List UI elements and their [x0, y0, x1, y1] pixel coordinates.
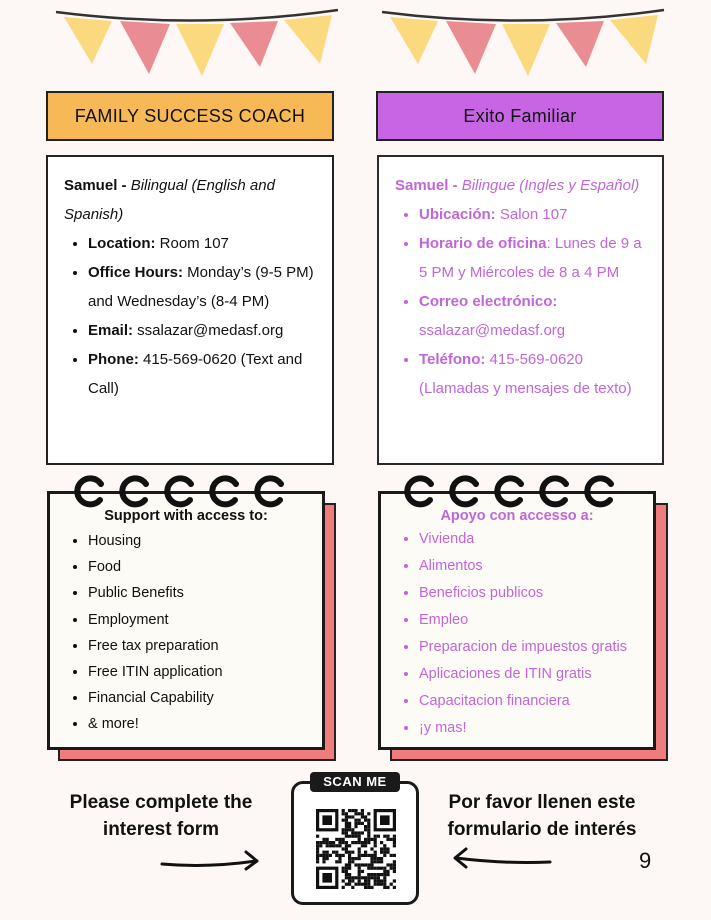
- list-item: • Preparacion de impuestos gratis: [419, 634, 653, 661]
- email-value-es[interactable]: ssalazar@medasf.org: [419, 322, 566, 339]
- list-item: • Financial Capability: [88, 685, 322, 711]
- support-list-es: [381, 526, 653, 742]
- page-number: 9: [639, 848, 652, 873]
- list-item: • Housing: [88, 528, 322, 554]
- cta-text-en: Please complete the interest form: [69, 792, 253, 840]
- coach-name-en: Samuel -: [64, 177, 131, 194]
- support-list-en: [50, 528, 322, 738]
- hours-item-en: [88, 258, 318, 316]
- email-label-en: Email:: [88, 322, 134, 339]
- list-item: • Employment: [88, 607, 322, 633]
- coach-line-es: [395, 171, 648, 200]
- coach-language-es: Bilingue (Ingles y Español): [461, 177, 640, 194]
- header-exito-familiar: Exito Familiar: [376, 91, 664, 141]
- list-item: • Alimentos: [419, 553, 653, 580]
- email-label-es: Correo electrónico:: [419, 293, 558, 310]
- hours-value-es: : Lunes de 9 a 5 PM y Miércoles de 8 a 4 PM: [419, 235, 642, 281]
- qr-frame: [291, 781, 419, 905]
- qr-code[interactable]: [316, 809, 396, 889]
- hours-item-es: [419, 229, 648, 287]
- scan-me-label: SCAN ME: [310, 772, 400, 792]
- arrow-right-icon: [158, 846, 264, 876]
- list-item: • ¡y mas!: [419, 715, 653, 742]
- phone-value-en[interactable]: 415-569-0620 (Text and Call): [88, 351, 303, 397]
- phone-label-en: Phone:: [88, 351, 139, 368]
- contact-info-es: [377, 155, 664, 465]
- support-title-es: Apoyo con accesso a:: [440, 508, 594, 524]
- email-item-es: [419, 287, 648, 345]
- location-value-es: Salon 107: [495, 206, 568, 223]
- support-card-es: [378, 491, 656, 750]
- list-item: • Empleo: [419, 607, 653, 634]
- spiral-binding-en: [74, 472, 300, 508]
- location-label-es: Ubicación:: [419, 206, 496, 223]
- list-item: • Public Benefits: [88, 580, 322, 606]
- support-card-en: [47, 491, 325, 750]
- hours-value-en: Monday’s (9-5 PM) and Wednesday’s (8-4 PM): [88, 264, 314, 310]
- contact-info-en: [46, 155, 334, 465]
- cta-text-es: Por favor llenen este formulario de interés: [447, 792, 637, 840]
- bunting-right: [378, 6, 668, 78]
- location-item-en: [88, 229, 318, 258]
- location-value-en: Room 107: [155, 235, 229, 252]
- phone-item-en: [88, 345, 318, 403]
- coach-language-en: Bilingual (English and Spanish): [64, 177, 275, 223]
- support-title-en: Support with access to:: [104, 508, 268, 524]
- bunting-left: [52, 6, 342, 78]
- list-item: • Capacitacion financiera: [419, 688, 653, 715]
- email-item-en: [88, 316, 318, 345]
- list-item: • Beneficios publicos: [419, 580, 653, 607]
- email-value-en[interactable]: ssalazar@medasf.org: [133, 322, 284, 339]
- phone-label-es: Teléfono:: [419, 351, 486, 368]
- phone-value-es[interactable]: 415-569-0620 (Llamadas y mensajes de texto): [419, 351, 632, 397]
- list-item: • Free tax preparation: [88, 633, 322, 659]
- hours-label-es: Horario de oficina: [419, 235, 547, 252]
- hours-label-en: Office Hours:: [88, 264, 184, 281]
- list-item: • Vivienda: [419, 526, 653, 553]
- spiral-binding-es: [404, 472, 630, 508]
- coach-name-es: Samuel -: [395, 177, 462, 194]
- arrow-left-icon: [448, 844, 554, 874]
- header-family-success-coach: FAMILY SUCCESS COACH: [46, 91, 334, 141]
- list-item: • & more!: [88, 711, 322, 737]
- coach-line-en: [64, 171, 318, 229]
- list-item: • Aplicaciones de ITIN gratis: [419, 661, 653, 688]
- list-item: • Free ITIN application: [88, 659, 322, 685]
- location-label-en: Location:: [88, 235, 156, 252]
- phone-item-es: [419, 345, 648, 403]
- location-item-es: [419, 200, 648, 229]
- list-item: • Food: [88, 554, 322, 580]
